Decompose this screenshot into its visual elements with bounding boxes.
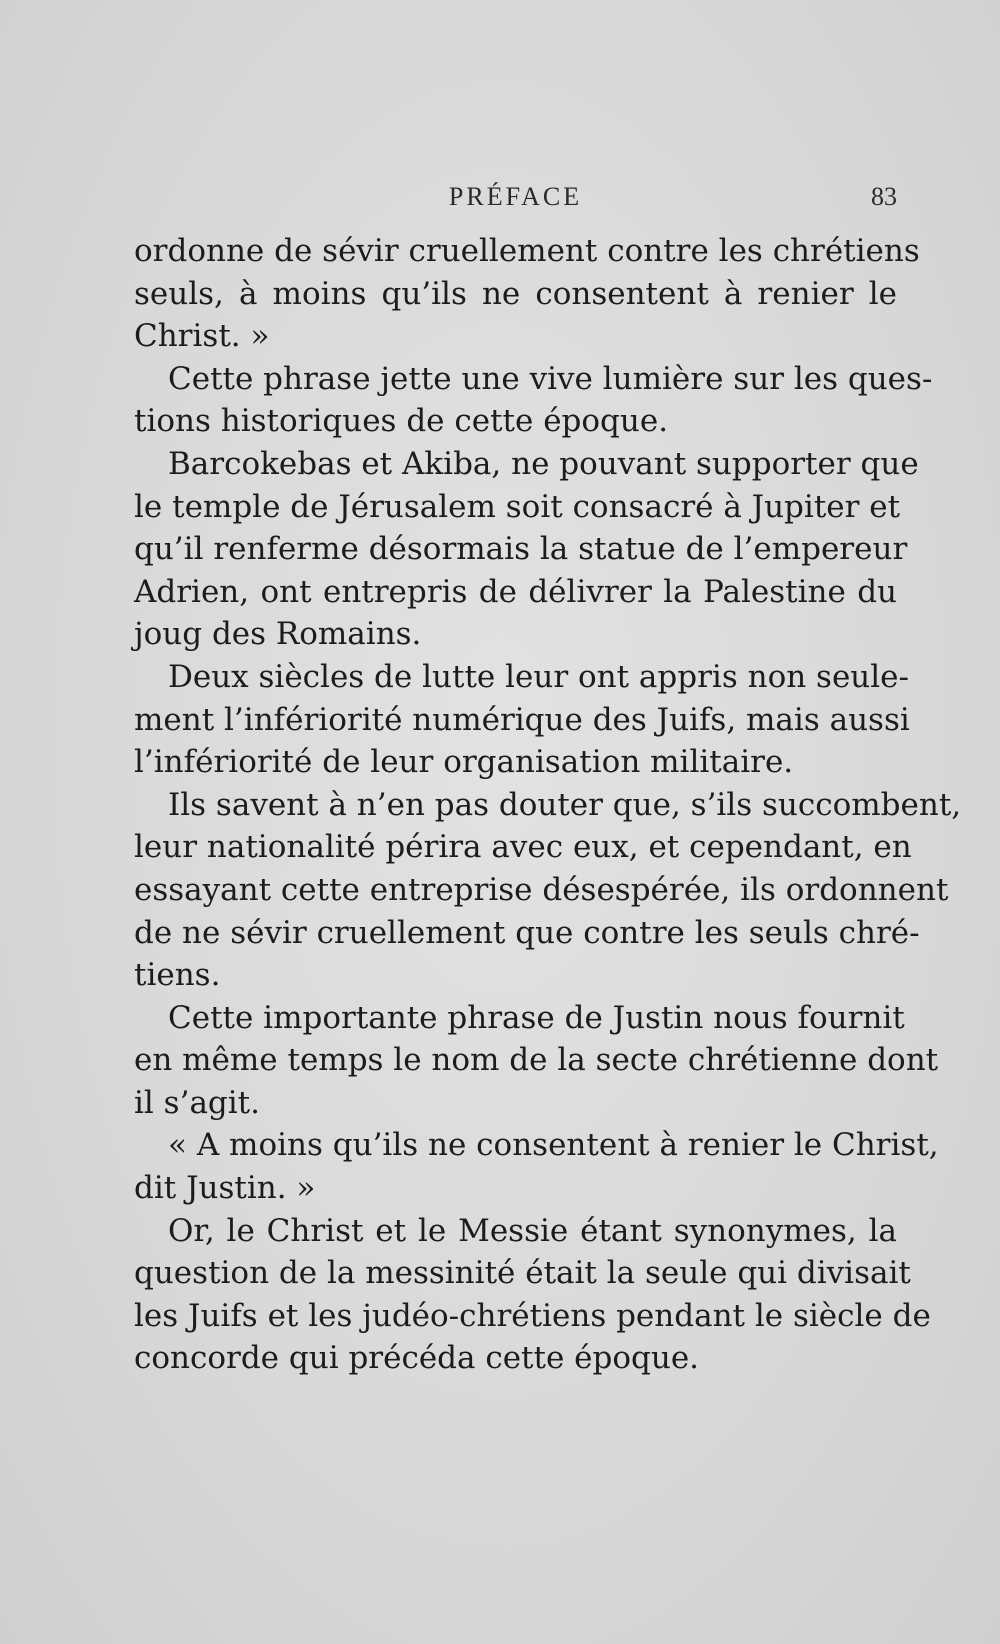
text-line: le temple de Jérusalem soit consacré à Jupiter et <box>134 488 901 525</box>
text-line: Cette phrase jette une vive lumière sur les ques- <box>168 360 933 397</box>
text-line: joug des Romains. <box>134 616 422 653</box>
paragraph <box>134 656 910 784</box>
text-line: ment l’infériorité numérique des Juifs, mais aussi <box>134 701 910 738</box>
paragraph <box>134 1124 939 1209</box>
paragraph <box>134 443 919 656</box>
text-line: question de la messinité était la seule qui divisait <box>134 1255 911 1292</box>
page-number: 83 <box>871 182 897 211</box>
text-line: les Juifs et les judéo-chrétiens pendant le siècle de <box>134 1297 931 1334</box>
text-line: essayant cette entreprise désespérée, ils ordonnent <box>134 871 949 908</box>
text-line: concorde qui précéda cette époque. <box>134 1340 700 1377</box>
text-line: de ne sévir cruellement que contre les seuls chré- <box>134 914 920 951</box>
text-line: en même temps le nom de la secte chrétienne dont <box>134 1042 939 1079</box>
text-line: Deux siècles de lutte leur ont appris non seule- <box>168 658 910 695</box>
text-line: seuls, à moins qu’ils ne consentent à renier le <box>134 275 897 312</box>
text-line: dit Justin. » <box>134 1170 316 1207</box>
text-line: tiens. <box>134 957 221 994</box>
book-page <box>134 178 962 1380</box>
paragraph <box>134 1210 931 1380</box>
running-head <box>134 178 897 218</box>
text-line: « A moins qu’ils ne consentent à renier le Christ, <box>168 1127 939 1164</box>
text-line: Or, le Christ et le Messie étant synonymes, la <box>168 1212 897 1249</box>
text-line: Adrien, ont entrepris de délivrer la Palestine du <box>134 573 897 610</box>
text-line: Barcokebas et Akiba, ne pouvant supporter que <box>168 445 919 482</box>
text-line: Christ. » <box>134 318 270 355</box>
paragraph <box>134 230 920 358</box>
text-line: Cette importante phrase de Justin nous fournit <box>168 999 905 1036</box>
body-text <box>134 230 962 1380</box>
paragraph <box>134 784 962 997</box>
text-line: tions historiques de cette époque. <box>134 403 669 440</box>
text-line: l’infériorité de leur organisation militaire. <box>134 744 794 781</box>
text-line: il s’agit. <box>134 1084 260 1121</box>
text-line: ordonne de sévir cruellement contre les chrétiens <box>134 233 920 269</box>
text-line: qu’il renferme désormais la statue de l’empereur <box>134 531 908 568</box>
text-line: leur nationalité périra avec eux, et cependant, en <box>134 829 912 866</box>
paragraph <box>134 358 933 443</box>
paragraph <box>134 997 939 1125</box>
running-head-title: PRÉFACE <box>448 182 583 211</box>
text-line: Ils savent à n’en pas douter que, s’ils succombent, <box>168 786 962 823</box>
